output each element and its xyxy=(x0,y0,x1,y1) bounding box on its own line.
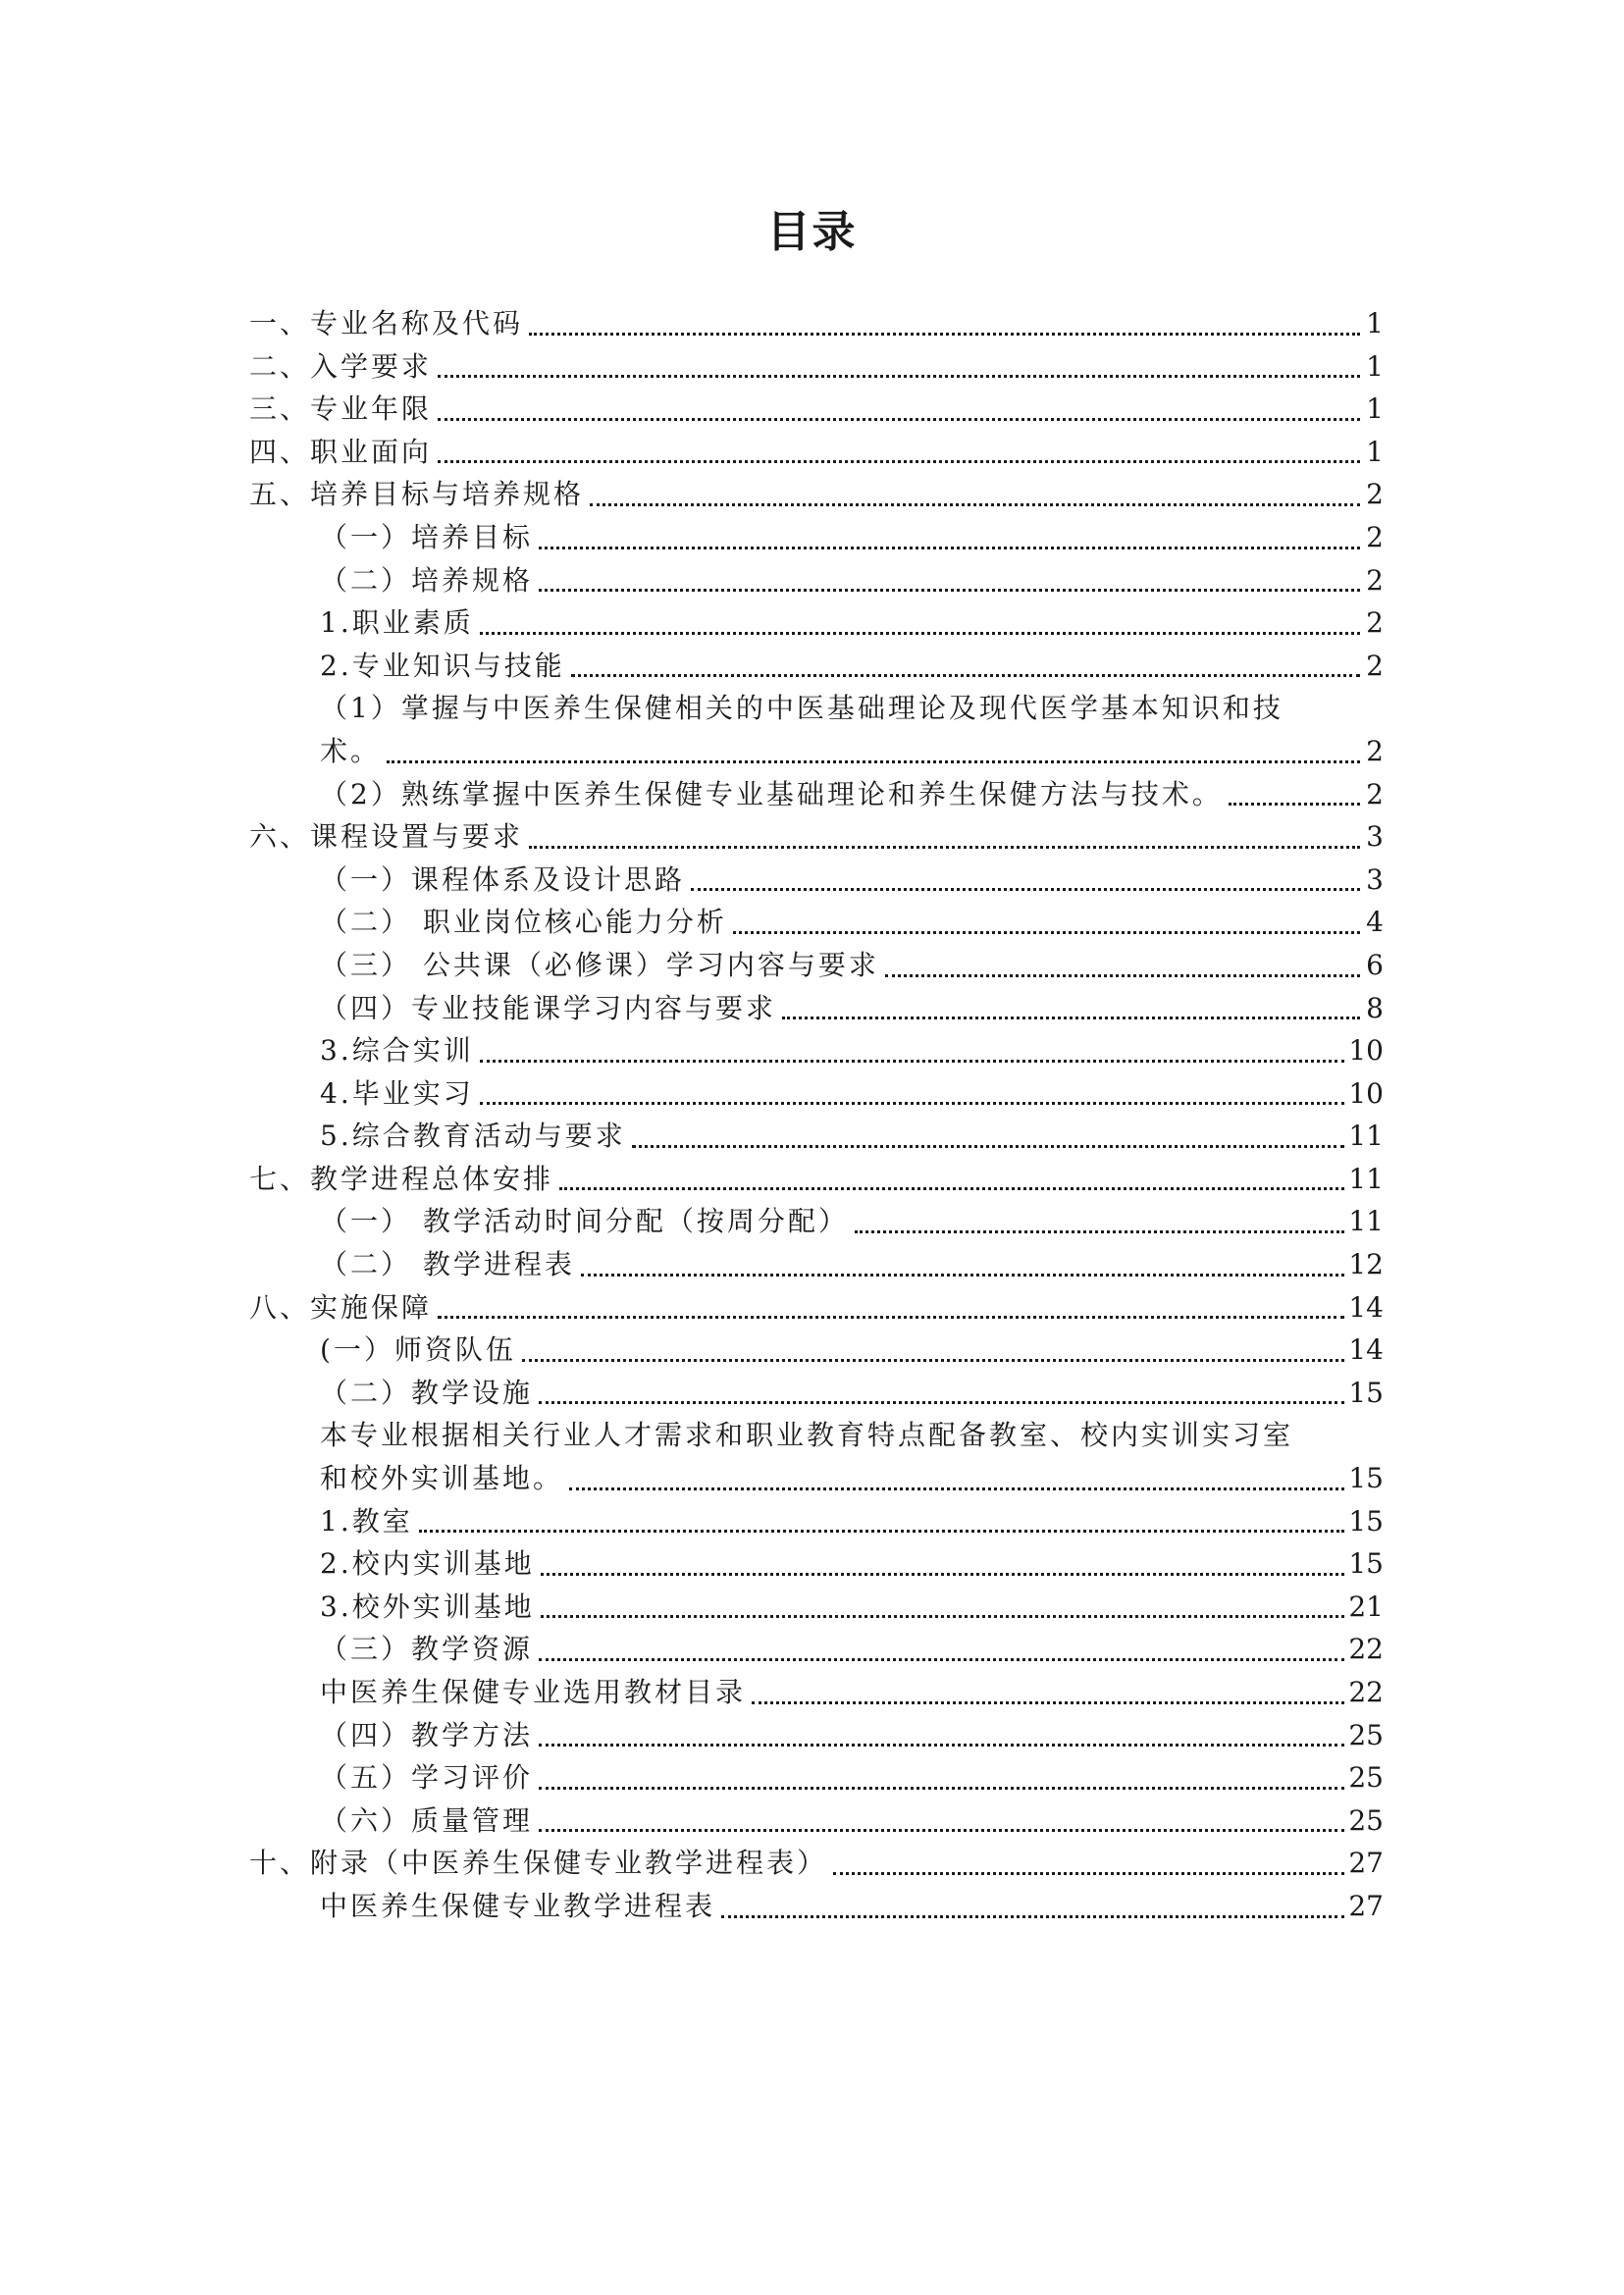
toc-page-number: 11 xyxy=(1348,1205,1384,1238)
toc-entry[interactable] xyxy=(249,1329,1384,1372)
toc-entry[interactable] xyxy=(249,730,1384,773)
toc-page-number: 22 xyxy=(1348,1676,1384,1708)
toc-entry-text: 中医养生保健专业教学进程表 xyxy=(320,1889,716,1922)
toc-dot-leader xyxy=(539,589,1360,592)
toc-page-number: 2 xyxy=(1366,777,1384,810)
toc-entry-text: （一）课程体系及设计思路 xyxy=(320,862,686,896)
toc-entry[interactable] xyxy=(249,601,1384,645)
toc-dot-leader xyxy=(539,1829,1344,1832)
toc-entry-text: （二）教学设施 xyxy=(320,1376,534,1409)
toc-page-number: 3 xyxy=(1366,862,1384,896)
toc-entry[interactable] xyxy=(249,345,1384,389)
toc-dot-leader xyxy=(782,1017,1360,1019)
toc-dot-leader xyxy=(539,1658,1344,1661)
toc-dot-leader xyxy=(721,1915,1344,1918)
toc-page-number: 11 xyxy=(1348,1120,1384,1153)
toc-page-number: 2 xyxy=(1366,606,1384,640)
toc-dot-leader xyxy=(539,1787,1344,1790)
toc-page-number: 14 xyxy=(1348,1333,1384,1367)
toc-entry-text: （六）质量管理 xyxy=(320,1803,534,1837)
toc-page-number: 2 xyxy=(1366,649,1384,682)
toc-dot-leader xyxy=(539,547,1360,549)
toc-page-number: 25 xyxy=(1348,1761,1384,1795)
toc-page-number: 15 xyxy=(1348,1376,1384,1409)
toc-entry-text: 5.综合教育活动与要求 xyxy=(320,1120,626,1153)
toc-entry-text: 2.专业知识与技能 xyxy=(320,649,565,682)
toc-page-number: 22 xyxy=(1348,1633,1384,1666)
toc-page-number: 27 xyxy=(1348,1847,1384,1880)
toc-page-number: 11 xyxy=(1348,1162,1384,1195)
toc-dot-leader xyxy=(855,1230,1344,1233)
toc-entry[interactable] xyxy=(249,1671,1384,1714)
toc-entry-text: 2.校内实训基地 xyxy=(320,1547,535,1581)
toc-entry-text: （二） 职业岗位核心能力分析 xyxy=(320,906,727,939)
toc-title: 目录 xyxy=(766,207,858,257)
toc-dot-leader xyxy=(733,931,1360,934)
toc-entry[interactable] xyxy=(249,1158,1384,1201)
toc-entry[interactable] xyxy=(249,473,1384,516)
toc-dot-leader xyxy=(1229,803,1360,806)
toc-entry-text: （三） 公共课（必修课）学习内容与要求 xyxy=(320,948,879,981)
toc-entry[interactable] xyxy=(249,1200,1384,1243)
toc-page-number: 1 xyxy=(1366,392,1384,426)
toc-entry[interactable] xyxy=(249,1414,1384,1457)
toc-page-number: 15 xyxy=(1348,1462,1384,1495)
toc-dot-leader xyxy=(571,674,1360,677)
toc-entry[interactable] xyxy=(249,859,1384,902)
toc-entry[interactable] xyxy=(249,1586,1384,1629)
toc-entry[interactable] xyxy=(249,1842,1384,1885)
toc-entry[interactable] xyxy=(249,1799,1384,1843)
toc-entry[interactable] xyxy=(249,1029,1384,1072)
toc-page-number: 2 xyxy=(1366,563,1384,597)
toc-page-number: 2 xyxy=(1366,520,1384,553)
table-of-contents xyxy=(249,302,1384,1928)
toc-page-number: 1 xyxy=(1366,435,1384,468)
toc-entry-text: 3.综合实训 xyxy=(320,1034,474,1068)
toc-entry-text: 术。 xyxy=(320,734,382,767)
toc-dot-leader xyxy=(438,375,1360,378)
toc-page-number: 2 xyxy=(1366,478,1384,511)
toc-entry[interactable] xyxy=(249,1628,1384,1671)
toc-entry-text: 本专业根据相关行业人才需求和职业教育特点配备教室、校内实训实习室 xyxy=(320,1419,1294,1452)
toc-dot-leader xyxy=(529,846,1360,849)
toc-page-number: 25 xyxy=(1348,1718,1384,1751)
toc-entry[interactable] xyxy=(249,1714,1384,1757)
toc-dot-leader xyxy=(438,460,1360,463)
toc-entry-text: 十、附录（中医养生保健专业教学进程表） xyxy=(249,1847,828,1880)
toc-page-number: 27 xyxy=(1348,1889,1384,1922)
toc-entry[interactable] xyxy=(249,987,1384,1030)
toc-entry-text: （二）培养规格 xyxy=(320,563,534,597)
toc-entry[interactable] xyxy=(249,1542,1384,1586)
toc-page-number: 15 xyxy=(1348,1504,1384,1538)
toc-entry-text: 和校外实训基地。 xyxy=(320,1462,564,1495)
toc-entry-text: （四）专业技能课学习内容与要求 xyxy=(320,991,777,1024)
toc-entry-text: 中医养生保健专业选用教材目录 xyxy=(320,1676,747,1708)
toc-entry[interactable] xyxy=(249,645,1384,688)
toc-entry-text: 三、专业年限 xyxy=(249,392,433,426)
toc-entry[interactable] xyxy=(249,1115,1384,1158)
toc-entry-text: 一、专业名称及代码 xyxy=(249,307,524,339)
toc-entry[interactable] xyxy=(249,516,1384,559)
toc-dot-leader xyxy=(480,1060,1345,1063)
toc-entry-text: 四、职业面向 xyxy=(249,435,433,468)
toc-entry[interactable] xyxy=(249,687,1384,730)
toc-entry-text: 1.教室 xyxy=(320,1504,413,1538)
toc-page-number: 10 xyxy=(1348,1034,1384,1068)
toc-entry[interactable] xyxy=(249,901,1384,944)
toc-entry[interactable] xyxy=(249,388,1384,431)
toc-entry[interactable] xyxy=(249,815,1384,859)
toc-entry[interactable] xyxy=(249,1885,1384,1928)
toc-page-number: 21 xyxy=(1348,1590,1384,1623)
toc-entry[interactable] xyxy=(249,1500,1384,1543)
toc-entry[interactable] xyxy=(249,1756,1384,1799)
toc-page-number: 1 xyxy=(1366,349,1384,383)
toc-dot-leader xyxy=(632,1145,1345,1148)
toc-page-number: 2 xyxy=(1366,734,1384,767)
toc-dot-leader xyxy=(581,1274,1344,1277)
toc-entry[interactable] xyxy=(249,302,1384,345)
toc-entry[interactable] xyxy=(249,431,1384,474)
toc-dot-leader xyxy=(438,1316,1344,1319)
toc-entry-text: （一）培养目标 xyxy=(320,520,534,553)
toc-entry[interactable] xyxy=(249,1286,1384,1330)
toc-page-number: 8 xyxy=(1366,991,1384,1024)
toc-entry-text: 八、实施保障 xyxy=(249,1290,433,1324)
toc-entry[interactable] xyxy=(249,773,1384,816)
toc-entry-text: 二、入学要求 xyxy=(249,349,433,383)
toc-page-number: 25 xyxy=(1348,1803,1384,1837)
toc-dot-leader xyxy=(885,974,1360,977)
toc-entry-text: （二） 教学进程表 xyxy=(320,1248,575,1281)
toc-page-number: 4 xyxy=(1366,906,1384,939)
toc-dot-leader xyxy=(541,1573,1345,1576)
toc-entry[interactable] xyxy=(249,944,1384,987)
toc-entry-text: 3.校外实训基地 xyxy=(320,1590,535,1623)
toc-dot-leader xyxy=(833,1872,1344,1875)
toc-dot-leader xyxy=(559,1187,1344,1190)
toc-dot-leader xyxy=(480,632,1360,635)
toc-entry-text: （一） 教学活动时间分配（按周分配） xyxy=(320,1205,849,1238)
toc-entry-text: 六、课程设置与要求 xyxy=(249,820,524,854)
toc-entry[interactable] xyxy=(249,1372,1384,1415)
toc-dot-leader xyxy=(539,1744,1344,1747)
toc-entry-text: （四）教学方法 xyxy=(320,1718,534,1751)
toc-entry-text: 4.毕业实习 xyxy=(320,1076,474,1110)
toc-entry[interactable] xyxy=(249,559,1384,602)
toc-page-number: 1 xyxy=(1366,307,1384,339)
toc-entry[interactable] xyxy=(249,1243,1384,1286)
toc-dot-leader xyxy=(438,418,1360,421)
toc-dot-leader xyxy=(752,1701,1344,1704)
toc-entry-text: (一）师资队伍 xyxy=(320,1333,516,1367)
toc-entry-text: （1）掌握与中医养生保健相关的中医基础理论及现代医学基本知识和技 xyxy=(320,692,1283,725)
toc-entry[interactable] xyxy=(249,1072,1384,1116)
toc-page-number: 12 xyxy=(1348,1248,1384,1281)
toc-dot-leader xyxy=(480,1102,1345,1105)
toc-page-number: 3 xyxy=(1366,820,1384,854)
toc-dot-leader xyxy=(387,760,1360,763)
toc-entry-text: （2）熟练掌握中医养生保健专业基础理论和养生保健方法与技术。 xyxy=(320,777,1223,810)
toc-entry-text: （五）学习评价 xyxy=(320,1761,534,1795)
toc-page-number: 15 xyxy=(1348,1547,1384,1581)
toc-dot-leader xyxy=(691,888,1360,891)
toc-dot-leader xyxy=(539,1401,1344,1404)
toc-dot-leader xyxy=(590,503,1360,506)
toc-dot-leader xyxy=(541,1615,1345,1618)
toc-dot-leader xyxy=(522,1359,1344,1362)
toc-page-number: 10 xyxy=(1348,1076,1384,1110)
toc-entry-text: 五、培养目标与培养规格 xyxy=(249,478,585,511)
toc-dot-leader xyxy=(569,1487,1344,1490)
toc-dot-leader xyxy=(419,1530,1345,1533)
toc-page-number: 14 xyxy=(1348,1290,1384,1324)
toc-entry[interactable] xyxy=(249,1457,1384,1500)
toc-entry-text: （三）教学资源 xyxy=(320,1633,534,1666)
toc-entry-text: 1.职业素质 xyxy=(320,606,474,640)
toc-dot-leader xyxy=(529,333,1360,336)
toc-entry-text: 七、教学进程总体安排 xyxy=(249,1162,554,1195)
toc-page-number: 6 xyxy=(1366,948,1384,981)
